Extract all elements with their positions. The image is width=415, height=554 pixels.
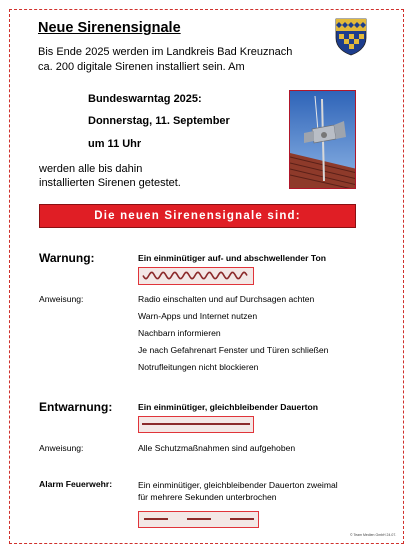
warnung-description: Ein einminütiger auf- und abschwellender Ton (138, 253, 326, 263)
instruction-item: Nachbarn informieren (138, 328, 221, 338)
after-text (39, 162, 181, 190)
instruction-item: Radio einschalten und auf Durchsagen achten (138, 294, 315, 304)
coat-of-arms-icon (335, 18, 367, 56)
warnung-label: Warnung: (39, 251, 95, 265)
entwarnung-description: Ein einminütiger, gleichbleibender Dauerton (138, 402, 319, 412)
warnung-signal-graphic (138, 267, 254, 285)
warnung-instruction-label: Anweisung: (39, 294, 84, 304)
warntag-date: Donnerstag, 11. September (88, 115, 230, 127)
feuerwehr-description (138, 479, 338, 503)
entwarnung-instruction: Alle Schutzmaßnahmen sind aufgehoben (138, 443, 296, 453)
intro-text (38, 45, 292, 75)
instruction-item: Je nach Gefahrenart Fenster und Türen schließen (138, 345, 329, 355)
after-line-1: werden alle bis dahin (39, 163, 143, 175)
entwarnung-instruction-label: Anweisung: (39, 443, 84, 453)
copyright-credit: © Team Medien GmbH 24.07. (350, 533, 397, 537)
entwarnung-label: Entwarnung: (39, 400, 113, 414)
instruction-item: Warn-Apps und Internet nutzen (138, 311, 258, 321)
feuerwehr-signal-graphic (138, 511, 259, 528)
after-line-2: installierten Sirenen getestet. (39, 177, 181, 189)
feuerwehr-line-2: für mehrere Sekunden unterbrochen (138, 492, 277, 502)
entwarnung-signal-graphic (138, 416, 254, 433)
signals-banner: Die neuen Sirenensignale sind: (39, 204, 356, 228)
instruction-item: Notrufleitungen nicht blockieren (138, 362, 259, 372)
warntag-heading: Bundeswarntag 2025: (88, 93, 202, 105)
feuerwehr-line-1: Ein einminütiger, gleichbleibender Dauerton zweimal (138, 480, 338, 490)
intro-line-2: ca. 200 digitale Sirenen installiert sein. Am (38, 61, 245, 73)
intro-line-1: Bis Ende 2025 werden im Landkreis Bad Kreuznach (38, 46, 293, 58)
warntag-time: um 11 Uhr (88, 138, 142, 150)
siren-photo (289, 90, 356, 189)
page-title: Neue Sirenensignale (38, 20, 181, 36)
feuerwehr-label: Alarm Feuerwehr: (39, 479, 113, 489)
